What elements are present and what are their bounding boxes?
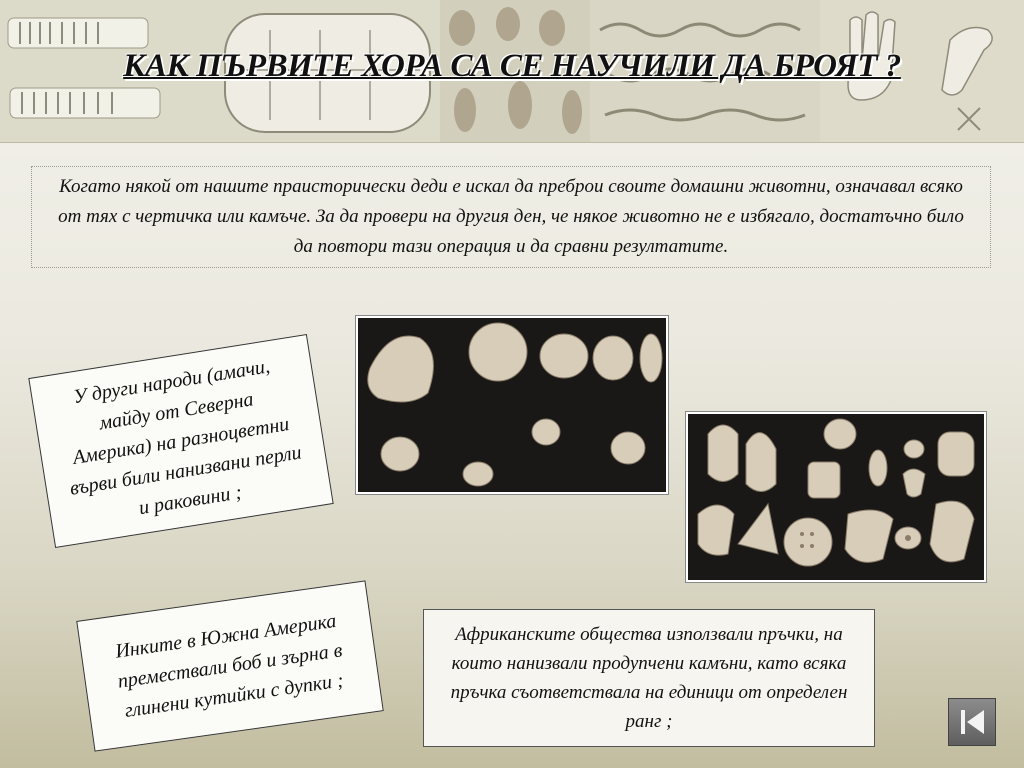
photo-clay-counters xyxy=(356,316,668,494)
page-title: КАК ПЪРВИТЕ ХОРА СА СЕ НАУЧИЛИ ДА БРОЯТ ? xyxy=(123,48,901,84)
intro-text: Когато някой от нашите праисторически деди е искал да преброи своите домашни животни, означавал всяко от тях с чертичка или камъче. За да провери на другия ден, че някое животно не е избягало, достатъчно било да повтори тази операция и да сравни резултатите. xyxy=(58,176,964,257)
first-slide-icon xyxy=(954,704,990,740)
intro-text-box xyxy=(31,166,991,268)
note-africa-text: Африканските общества използвали пръчки, на които нанизвали продупчени камъни, като всяка пръчка съответствала на единици от определен ранг ; xyxy=(450,624,848,732)
first-slide-button[interactable] xyxy=(948,698,996,746)
note-box-africa xyxy=(423,609,875,747)
note-box-north-america xyxy=(28,334,333,548)
note-box-incas xyxy=(76,580,384,751)
photo-clay-tokens xyxy=(686,412,986,582)
note-incas-text: Инките в Южна Америка премествали боб и зърна в глинени кутийки с дупки ; xyxy=(114,609,345,722)
header-banner xyxy=(0,0,1024,143)
note-north-america-text: У други народи (амачи, майду от Северна Америка) на разноцветни върви били нанизвани перли и раковини ; xyxy=(68,355,304,520)
